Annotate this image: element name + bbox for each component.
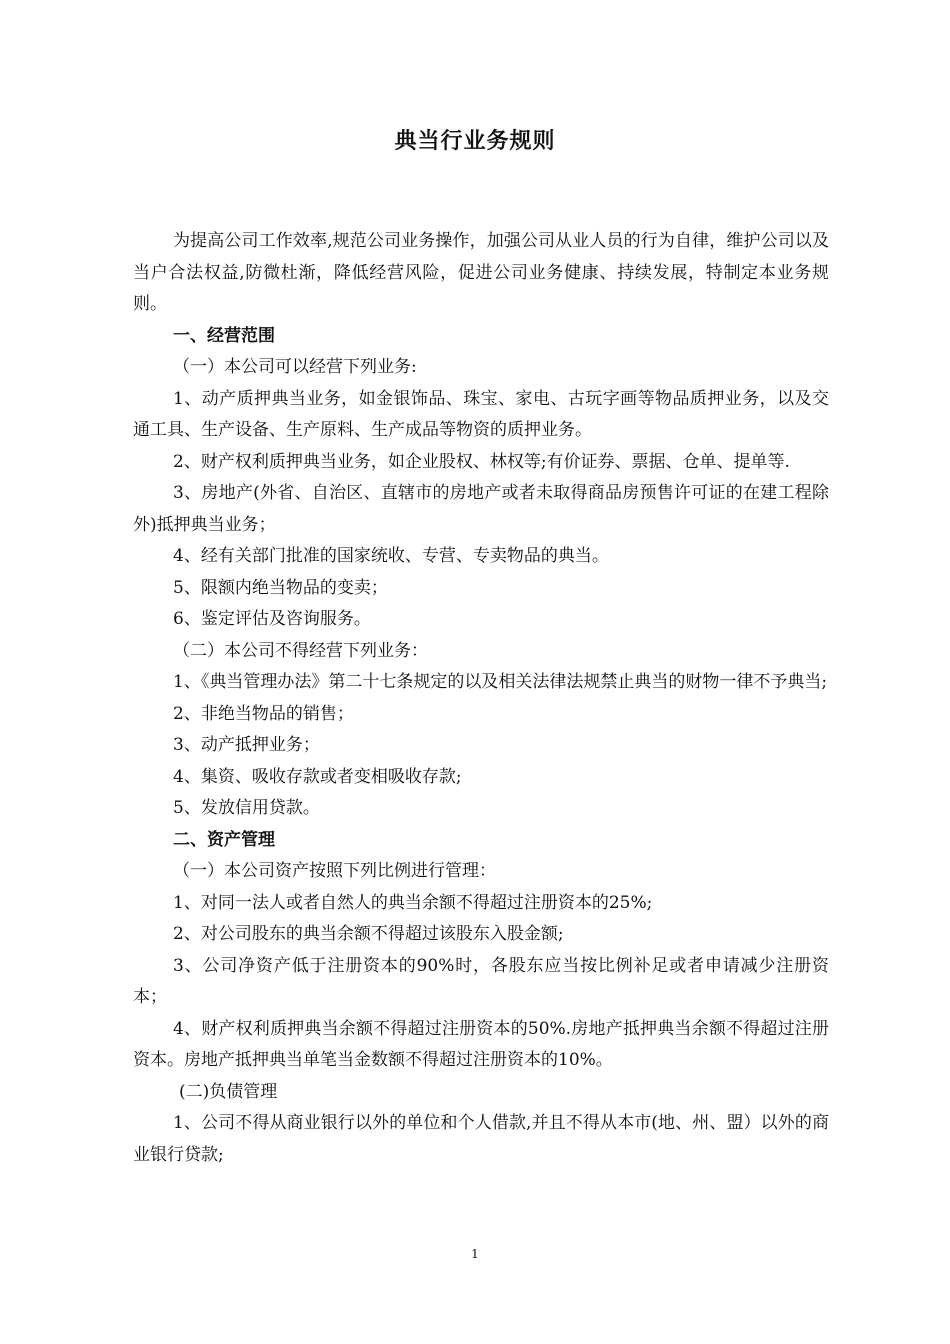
subsection-heading: （一）本公司资产按照下列比例进行管理：: [173, 861, 496, 881]
list-item: 3、公司净资产低于注册资本的90%时，各股东应当按比例补足或者申请减少注册资本；: [133, 955, 829, 1007]
page-number: 1: [471, 1247, 479, 1261]
list-item: 1、公司不得从商业银行以外的单位和个人借款,并且不得从本市(地、州、盟）以外的商业银行贷款;: [133, 1113, 829, 1165]
subsection-heading: （二）本公司不得经营下列业务：: [173, 640, 428, 661]
list-item: 1、动产质押典当业务，如金银饰品、珠宝、家电、古玩字画等物品质押业务，以及交通工具、生产设备、生产原料、生产成品等物资的质押业务。: [133, 388, 829, 440]
subsection-heading: (二)负债管理: [179, 1081, 278, 1102]
intro-paragraph: 为提高公司工作效率,规范公司业务操作，加强公司从业人员的行为自律，维护公司以及当户合法权益,防微杜渐，降低经营风险，促进公司业务健康、持续发展，特制定本业务规则。: [133, 231, 829, 314]
list-item: 1、对同一法人或者自然人的典当余额不得超过注册资本的25%;: [173, 892, 653, 913]
section-heading: 一、经营范围: [173, 325, 275, 346]
list-item: 6、鉴定评估及咨询服务。: [173, 609, 371, 629]
list-item: 4、集资、吸收存款或者变相吸收存款;: [173, 766, 462, 787]
list-item: 1、《典当管理办法》第二十七条规定的以及相关法律法规禁止典当的财物一律不予典当;: [173, 672, 828, 692]
list-item: 2、对公司股东的典当余额不得超过该股东入股金额;: [173, 924, 564, 944]
list-item: 5、限额内绝当物品的变卖；: [173, 577, 388, 598]
list-item: 4、财产权利质押典当余额不得超过注册资本的50%.房地产抵押典当余额不得超过注册资本。房地产抵押典当单笔当金数额不得超过注册资本的10%。: [133, 1018, 829, 1070]
section-heading: 二、资产管理: [173, 829, 275, 850]
list-item: 5、发放信用贷款。: [173, 798, 320, 818]
document-body: [133, 226, 829, 1171]
list-item: 2、非绝当物品的销售；: [173, 703, 354, 724]
list-item: 3、动产抵押业务；: [173, 735, 320, 755]
document-title: 典当行业务规则: [394, 129, 556, 154]
subsection-heading: （一）本公司可以经营下列业务:: [173, 357, 417, 377]
list-item: 4、经有关部门批准的国家统收、专营、专卖物品的典当。: [173, 546, 609, 566]
list-item: 2、财产权利质押典当业务，如企业股权、林权等;有价证券、票据、仓单、提单等.: [173, 451, 790, 472]
list-item: 3、房地产(外省、自治区、直辖市的房地产或者未取得商品房预售许可证的在建工程除外)抵押典当业务；: [133, 483, 829, 535]
